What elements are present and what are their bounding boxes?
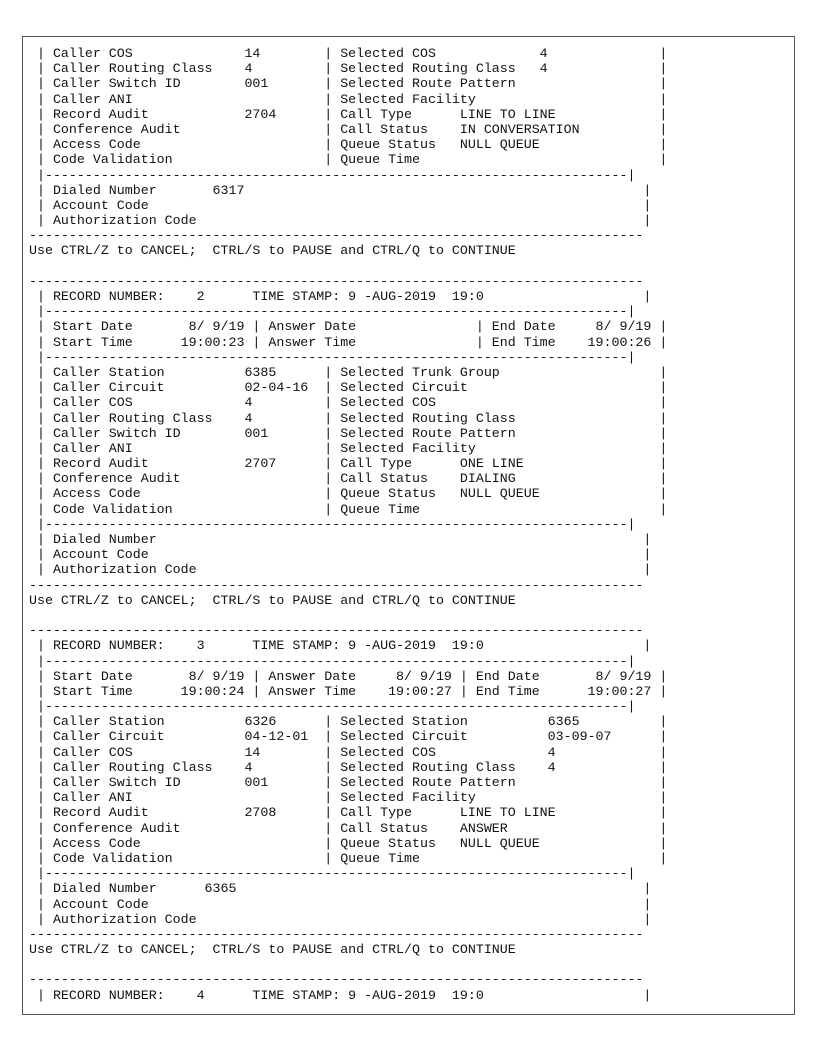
- terminal-line: | Caller Switch ID 001 | Selected Route Pattern |: [29, 425, 668, 441]
- terminal-line: | Caller Routing Class 4 | Selected Routing Class |: [29, 410, 668, 426]
- terminal-line: |-------------------------------------------------------------------------|: [29, 699, 636, 715]
- terminal-line: | Dialed Number 6365 |: [29, 881, 652, 897]
- terminal-line: | RECORD NUMBER: 2 TIME STAMP: 9 -AUG-2019 19:0 |: [29, 289, 652, 304]
- terminal-line: Use CTRL/Z to CANCEL; CTRL/S to PAUSE and CTRL/Q to CONTINUE: [29, 243, 516, 259]
- terminal-output: [29, 46, 667, 1003]
- terminal-line: | Caller Station 6326 | Selected Station 6365 |: [29, 714, 668, 730]
- terminal-line: | Record Audit 2707 | Call Type ONE LINE |: [29, 456, 668, 472]
- terminal-line: Use CTRL/Z to CANCEL; CTRL/S to PAUSE and CTRL/Q to CONTINUE: [29, 592, 516, 608]
- terminal-line: | Dialed Number 6317 |: [29, 182, 652, 198]
- terminal-line: | Start Date 8/ 9/19 | Answer Date | End Date 8/ 9/19 |: [29, 319, 668, 335]
- terminal-line: | Account Code |: [29, 896, 652, 912]
- terminal-line: |-------------------------------------------------------------------------|: [29, 653, 636, 669]
- terminal-line: | Record Audit 2704 | Call Type LINE TO LINE |: [29, 106, 668, 122]
- terminal-line: | Caller Switch ID 001 | Selected Route Pattern |: [29, 775, 668, 790]
- terminal-line: | Code Validation | Queue Time |: [29, 501, 668, 517]
- terminal-line: |-------------------------------------------------------------------------|: [29, 516, 636, 532]
- terminal-line: | Authorization Code |: [29, 213, 652, 229]
- terminal-line: | Caller ANI | Selected Facility |: [29, 790, 668, 806]
- terminal-line: | Caller COS 14 | Selected COS 4 |: [29, 744, 668, 760]
- terminal-line: | Caller Circuit 04-12-01 | Selected Circuit 03-09-07 |: [29, 729, 668, 745]
- terminal-line: | Caller ANI | Selected Facility |: [29, 440, 668, 456]
- terminal-line: | Code Validation | Queue Time |: [29, 850, 668, 866]
- terminal-line: Use CTRL/Z to CANCEL; CTRL/S to PAUSE and CTRL/Q to CONTINUE: [29, 942, 516, 958]
- terminal-line: | Caller COS 14 | Selected COS 4 |: [29, 46, 668, 61]
- terminal-line: | Authorization Code |: [29, 562, 652, 578]
- terminal-line: -----------------------------------------------------------------------------: [29, 926, 644, 942]
- terminal-line: | Caller Circuit 02-04-16 | Selected Circuit |: [29, 380, 668, 396]
- terminal-line: | Start Time 19:00:23 | Answer Time | End Time 19:00:26 |: [29, 334, 668, 350]
- terminal-line: |-------------------------------------------------------------------------|: [29, 167, 636, 183]
- terminal-line: | Start Date 8/ 9/19 | Answer Date 8/ 9/19 | End Date 8/ 9/19 |: [29, 668, 668, 684]
- terminal-window: [22, 36, 795, 1015]
- terminal-line: |-------------------------------------------------------------------------|: [29, 349, 636, 365]
- terminal-line: | Access Code | Queue Status NULL QUEUE |: [29, 835, 668, 851]
- terminal-line: -----------------------------------------------------------------------------: [29, 577, 644, 593]
- terminal-line: | Conference Audit | Call Status IN CONVERSATION |: [29, 121, 668, 137]
- terminal-line: -----------------------------------------------------------------------------: [29, 972, 644, 988]
- terminal-line: -----------------------------------------------------------------------------: [29, 623, 644, 639]
- terminal-line: -----------------------------------------------------------------------------: [29, 273, 644, 289]
- terminal-line: | Caller Switch ID 001 | Selected Route Pattern |: [29, 76, 668, 92]
- terminal-line: |-------------------------------------------------------------------------|: [29, 866, 636, 882]
- terminal-line: | Code Validation | Queue Time |: [29, 152, 668, 168]
- terminal-line: | Account Code |: [29, 547, 652, 563]
- terminal-line: [29, 259, 667, 274]
- terminal-line: | Caller Routing Class 4 | Selected Routing Class 4 |: [29, 61, 668, 77]
- terminal-line: | Authorization Code |: [29, 911, 652, 927]
- terminal-line: | RECORD NUMBER: 4 TIME STAMP: 9 -AUG-2019 19:0 |: [29, 987, 652, 1003]
- terminal-line: | Dialed Number |: [29, 532, 652, 547]
- terminal-line: | Conference Audit | Call Status ANSWER |: [29, 820, 668, 836]
- terminal-line: | Record Audit 2708 | Call Type LINE TO LINE |: [29, 805, 668, 821]
- terminal-line: | Caller Routing Class 4 | Selected Routing Class 4 |: [29, 759, 668, 775]
- terminal-line: | Caller ANI | Selected Facility |: [29, 91, 668, 107]
- terminal-line: -----------------------------------------------------------------------------: [29, 228, 644, 244]
- terminal-line: |-------------------------------------------------------------------------|: [29, 304, 636, 320]
- terminal-line: | Account Code |: [29, 197, 652, 213]
- terminal-line: [29, 608, 667, 623]
- terminal-line: | RECORD NUMBER: 3 TIME STAMP: 9 -AUG-2019 19:0 |: [29, 638, 652, 654]
- terminal-line: | Start Time 19:00:24 | Answer Time 19:00:27 | End Time 19:00:27 |: [29, 683, 668, 699]
- terminal-line: | Caller COS 4 | Selected COS |: [29, 395, 668, 411]
- terminal-line: | Caller Station 6385 | Selected Trunk Group |: [29, 364, 668, 380]
- terminal-line: | Access Code | Queue Status NULL QUEUE |: [29, 486, 668, 502]
- terminal-line: [29, 957, 667, 972]
- terminal-line: | Conference Audit | Call Status DIALING |: [29, 471, 668, 487]
- terminal-line: | Access Code | Queue Status NULL QUEUE |: [29, 137, 668, 153]
